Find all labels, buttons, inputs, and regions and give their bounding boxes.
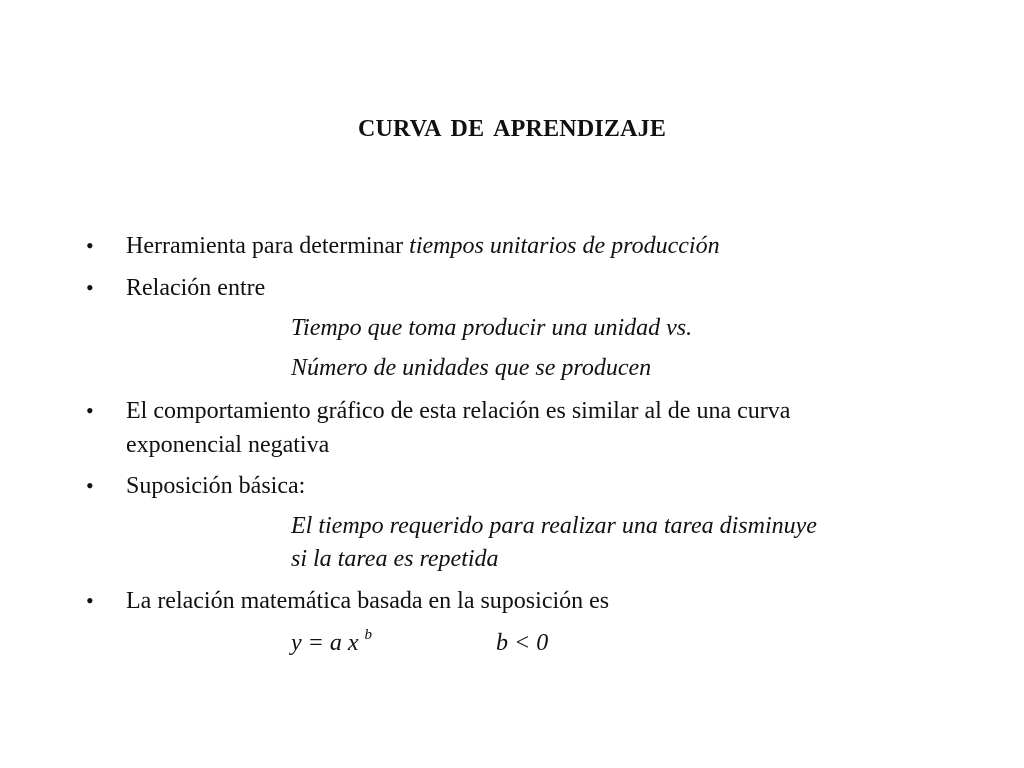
bullet-3-line-2: exponencial negativa: [126, 432, 330, 458]
bullet-1-text: [126, 232, 720, 260]
bullet-1-marker: •: [86, 233, 94, 258]
bullet-2-sub-2: Número de unidades que se producen: [291, 355, 652, 381]
bullet-5-text: La relación matemática basada en la suposición es: [126, 588, 610, 614]
formula-base: y = a x: [291, 630, 365, 656]
bullet-2-sub-1: Tiempo que toma producir una unidad vs.: [291, 315, 693, 341]
bullet-4-sub-1: El tiempo requerido para realizar una tarea disminuye: [291, 513, 817, 539]
bullet-4-sub-2: si la tarea es repetida: [291, 546, 499, 572]
bullet-4-marker: •: [86, 473, 94, 498]
bullet-5-marker: •: [86, 588, 94, 613]
bullet-3-marker: •: [86, 398, 94, 423]
formula-exponent: b: [364, 627, 372, 643]
slide-title: CURVA DE APRENDIZAJE: [357, 116, 667, 142]
bullet-2-text: Relación entre: [126, 275, 266, 301]
bullet-1-plain: Herramienta para determinar: [126, 233, 410, 259]
formula: [291, 629, 372, 657]
bullet-4-text: Suposición básica:: [126, 473, 306, 499]
bullet-3-line-1: El comportamiento gráfico de esta relación es similar al de una curva: [126, 398, 791, 424]
bullet-1-italic: tiempos unitarios de producción: [409, 233, 720, 259]
formula-condition: b < 0: [496, 630, 549, 656]
bullet-2-marker: •: [86, 275, 94, 300]
